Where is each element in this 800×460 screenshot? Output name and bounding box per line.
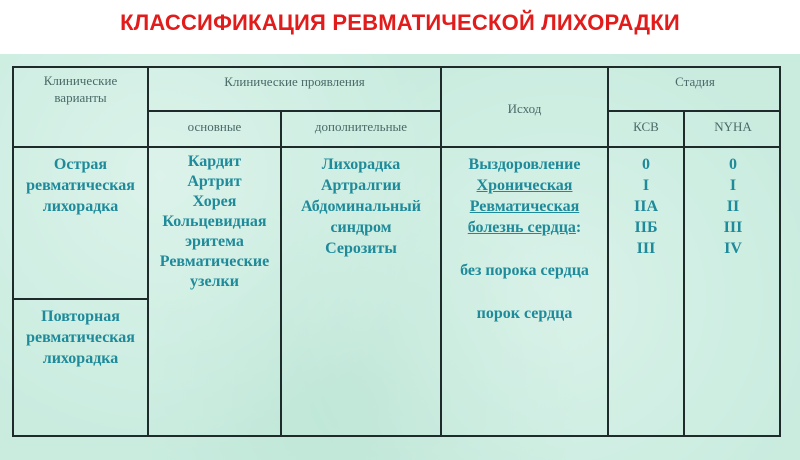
header-additional: дополнительные (314, 119, 408, 134)
outcome-spacer (442, 281, 607, 303)
variant-divider (14, 298, 147, 300)
variant-acute-line: Острая (53, 156, 108, 173)
additional-manifestation-item: Артралгии (320, 177, 401, 194)
header-ksv: КСВ (633, 119, 659, 134)
outcome-chronic-line-wrap (442, 217, 607, 238)
outcome-chronic-line: Хроническая (476, 177, 573, 194)
ksv-stages-list (609, 154, 683, 259)
main-manifestation-item: узелки (190, 273, 239, 290)
outcome-list (442, 154, 607, 324)
header-clinical-variants-line: Клинические (43, 73, 118, 88)
outcome-colon: : (575, 219, 582, 236)
additional-manifestation-item: Серозиты (325, 240, 397, 257)
header-stage: Стадия (675, 74, 715, 89)
classification-panel (0, 54, 800, 460)
header-divider-stage (607, 110, 781, 112)
page-title: КЛАССИФИКАЦИЯ РЕВМАТИЧЕСКОЙ ЛИХОРАДКИ (120, 10, 680, 35)
nyha-class: I (729, 177, 737, 194)
main-manifestation-item: эритема (185, 233, 244, 250)
outcome-recovery: Выздоровление (468, 156, 581, 173)
main-manifestation-item: Кардит (187, 153, 242, 170)
nyha-classes-list (685, 154, 781, 259)
header-clinical-variants (14, 72, 147, 106)
additional-manifestation-item: Лихорадка (321, 156, 401, 173)
ksv-stage: III (636, 240, 656, 257)
nyha-class: IV (724, 240, 742, 257)
variant-acute-line: лихорадка (42, 198, 119, 215)
ksv-stage: 0 (642, 156, 650, 173)
ksv-stage: IIБ (634, 219, 658, 236)
outcome-without-defect: без порока сердца (460, 262, 589, 279)
variant-recurrent (14, 306, 147, 369)
variant-recurrent-line: Повторная (41, 308, 120, 325)
variant-recurrent-line: ревматическая (26, 329, 135, 346)
header-outcome: Исход (507, 101, 542, 116)
ksv-stage: I (642, 177, 650, 194)
header-clinical-variants-line: варианты (54, 90, 107, 105)
variant-recurrent-line: лихорадка (42, 350, 119, 367)
header-clinical-manifestations: Клинические проявления (224, 74, 365, 89)
outcome-chronic-line: болезнь сердца (467, 219, 576, 236)
outcome-chronic-line: Ревматическая (469, 198, 580, 215)
nyha-class: II (726, 198, 740, 215)
header-nyha: NYHA (714, 119, 752, 134)
outcome-with-defect: порок сердца (476, 305, 573, 322)
main-manifestation-item: Хорея (192, 193, 237, 210)
classification-table (12, 66, 781, 437)
header-bottom-line (14, 146, 781, 148)
main-manifestations-list (149, 152, 280, 292)
variant-acute-line: ревматическая (26, 177, 135, 194)
ksv-stage: IIA (633, 198, 658, 215)
header-divider-manifestations (147, 110, 440, 112)
nyha-class: 0 (729, 156, 737, 173)
main-manifestation-item: Кольцевидная (162, 213, 267, 230)
additional-manifestation-item: синдром (330, 219, 392, 236)
main-manifestation-item: Артрит (187, 173, 242, 190)
variant-acute (14, 154, 147, 217)
outcome-spacer (442, 238, 607, 260)
additional-manifestations-list (282, 154, 440, 259)
header-main: основные (187, 119, 242, 134)
additional-manifestation-item: Абдоминальный (301, 198, 421, 215)
main-manifestation-item: Ревматические (159, 253, 270, 270)
nyha-class: III (723, 219, 743, 236)
